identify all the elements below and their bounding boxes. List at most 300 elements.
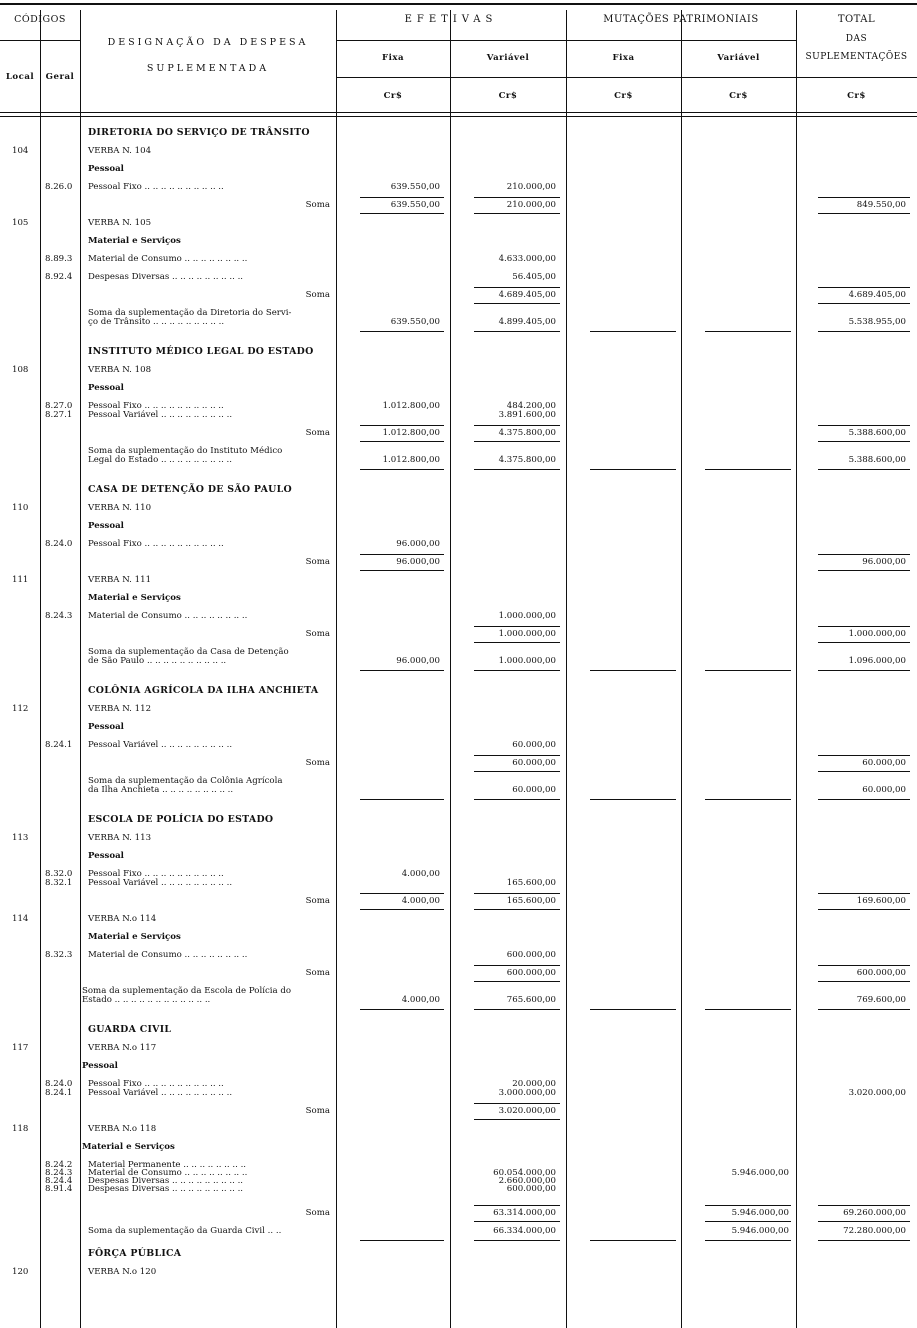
item-description: Pessoal Variável .. .. .. .. .. .. .. .. .. [88,410,233,420]
value-ef-var: 3.020.000,00 [498,1106,556,1116]
item-description: Material de Consumo .. .. .. .. .. .. .. .. [88,254,248,264]
value-ef-var: 600.000,00 [506,968,556,978]
underline-rule [818,213,910,214]
total-header-3: SUPLEMENTAÇÕES [805,52,908,62]
ledger-row [0,628,917,641]
underline-rule [818,1221,910,1222]
underline-rule [818,771,910,772]
ledger-row [0,364,917,377]
soma-label: Soma [305,200,330,210]
value-total: 5.538.955,00 [848,317,906,327]
local-code: 110 [12,503,29,513]
value-ef-fixa: 4.000,00 [401,995,440,1005]
group-heading: Pessoal [88,164,124,174]
value-ef-var: 1.000.000,00 [498,611,556,621]
ledger-row [0,832,917,845]
geral-code: 8.91.4 [45,1184,73,1194]
value-ef-fixa: 639.550,00 [390,317,440,327]
underline-rule [705,469,791,470]
item-description: Pessoal Fixo .. .. .. .. .. .. .. .. .. .. [88,182,224,192]
currency-1: Cr$ [383,91,403,101]
value-ef-var: 60.000,00 [512,785,556,795]
ledger-row [0,1123,917,1136]
value-ef-var: 56.405,00 [512,272,556,282]
local-code: 108 [12,365,29,375]
ledger-row [0,684,917,697]
top-border [0,3,917,5]
geral-code: 8.24.1 [45,1088,73,1098]
codigos-header: CÓDIGOS [14,14,66,25]
ledger-row [0,610,917,623]
ledger-row [0,931,917,944]
ledger-row [0,895,917,908]
value-ef-fixa: 4.000,00 [401,869,440,879]
ledger-row [0,427,917,440]
underline-rule [818,331,910,332]
value-total: 600.000,00 [856,968,906,978]
soma-label: Soma [305,758,330,768]
underline-rule [818,965,910,966]
ledger-row [0,163,917,176]
local-code: 113 [12,833,29,843]
value-ef-fixa: 96.000,00 [396,656,440,666]
ledger-row [0,877,917,890]
value-total: 4.689.405,00 [848,290,906,300]
item-description: Despesas Diversas .. .. .. .. .. .. .. .. .. [88,1176,244,1186]
underline-rule [474,1205,560,1206]
value-ef-var: 165.600,00 [506,896,556,906]
value-ef-var: 20.000,00 [512,1079,556,1089]
value-mp-var: 5.946.000,00 [731,1226,789,1236]
value-ef-fixa: 96.000,00 [396,539,440,549]
underline-rule [590,1009,676,1010]
underline-rule [818,642,910,643]
underline-rule [360,1240,444,1241]
value-ef-fixa: 1.012.800,00 [382,455,440,465]
ledger-row [0,289,917,302]
ledger-row [0,345,917,358]
verba-label: VERBA N.o 118 [88,1124,157,1134]
underline-rule [474,893,560,894]
ledger-row [0,409,917,422]
item-description: Pessoal Fixo .. .. .. .. .. .. .. .. .. .. [88,401,224,411]
total-header-1: TOTAL [837,14,876,25]
designacao-header-line1: DESIGNAÇÃO DA DESPESA [107,37,309,48]
summary-description: Soma da suplementação da Casa de Detenção [88,647,289,657]
underline-rule [818,670,910,671]
summary-description: ço de Trânsito .. .. .. .. .. .. .. .. .. [88,317,225,327]
underline-rule [705,1221,791,1222]
summary-description: de São Paulo .. .. .. .. .. .. .. .. .. .. [88,656,227,666]
summary-description: Estado .. .. .. .. .. .. .. .. .. .. .. .. [82,995,211,1005]
efetivas-header: EFETIVAS [404,14,498,25]
underline-rule [474,670,560,671]
ledger-row [0,967,917,980]
summary-description: da Ilha Anchieta .. .. .. .. .. .. .. .. .. [88,785,234,795]
item-description: Material de Consumo .. .. .. .. .. .. .. .. [88,950,248,960]
group-heading: Material e Serviços [82,1142,175,1152]
geral-code: 8.32.1 [45,878,73,888]
ledger-row [0,592,917,605]
value-total: 72.280.000,00 [843,1226,906,1236]
ledger-row [0,721,917,734]
geral-code: 8.24.4 [45,1176,73,1186]
section-title: GUARDA CIVIL [88,1024,172,1035]
value-ef-var: 4.375.800,00 [498,455,556,465]
ledger-row [0,757,917,770]
value-ef-fixa: 1.012.800,00 [382,428,440,438]
ledger-row [0,574,917,587]
ledger-row [0,502,917,515]
underline-rule [360,570,444,571]
value-ef-var: 63.314.000,00 [493,1208,556,1218]
underline-rule [474,303,560,304]
ledger-row [0,1141,917,1154]
value-ef-var: 600.000,00 [506,950,556,960]
ledger-row [0,784,917,797]
section-title: INSTITUTO MÉDICO LEGAL DO ESTADO [88,346,314,357]
soma-label: Soma [305,428,330,438]
section-title: FÔRÇA PÚBLICA [88,1248,182,1259]
underline-rule [818,755,910,756]
mp-fixa-header: Fixa [612,53,635,63]
underline-rule [818,981,910,982]
value-mp-var: 5.946.000,00 [731,1208,789,1218]
value-ef-var: 4.375.800,00 [498,428,556,438]
summary-description: Soma da suplementação da Colônia Agrícola [88,776,283,786]
group-heading: Pessoal [88,851,124,861]
group-heading: Pessoal [88,383,124,393]
ledger-row [0,454,917,467]
ledger-row [0,1105,917,1118]
value-ef-fixa: 1.012.800,00 [382,401,440,411]
underline-rule [818,909,910,910]
ef-variavel-header: Variável [486,53,530,63]
geral-code: 8.24.2 [45,1160,73,1170]
value-ef-fixa: 639.550,00 [390,182,440,192]
verba-label: VERBA N.o 114 [88,914,157,924]
group-heading: Pessoal [88,722,124,732]
item-description: Material de Consumo .. .. .. .. .. .. .. .. [88,1168,248,1178]
value-total: 3.020.000,00 [848,1088,906,1098]
underline-rule [474,1119,560,1120]
currency-4: Cr$ [729,91,748,101]
underline-rule [818,441,910,442]
currency-2: Cr$ [498,91,518,101]
ledger-row [0,1183,917,1196]
value-ef-var: 600.000,00 [506,1184,556,1194]
value-total: 69.260.000,00 [843,1208,906,1218]
ledger-row [0,850,917,863]
underline-rule [705,1009,791,1010]
value-total: 5.388.600,00 [848,428,906,438]
summary-description: Soma da suplementação da Diretoria do Servi- [88,308,292,318]
underline-rule [818,626,910,627]
currency-3: Cr$ [614,91,633,101]
value-ef-fixa: 4.000,00 [401,896,440,906]
value-total: 769.600,00 [856,995,906,1005]
summary-description: Soma da suplementação da Guarda Civil .. .. [88,1226,282,1236]
item-description: Pessoal Fixo .. .. .. .. .. .. .. .. .. .. [88,1079,224,1089]
ledger-row [0,949,917,962]
value-ef-var: 4.689.405,00 [498,290,556,300]
value-total: 1.096.000,00 [848,656,906,666]
underline-rule [474,626,560,627]
value-ef-var: 484.200,00 [506,401,556,411]
hdr-line-codigos [0,40,80,41]
currency-5: Cr$ [847,91,866,101]
soma-label: Soma [305,968,330,978]
geral-header: Geral [45,72,75,82]
underline-rule [360,213,444,214]
underline-rule [474,771,560,772]
underline-rule [705,799,791,800]
verba-label: VERBA N.o 117 [88,1043,157,1053]
section-title: ESCOLA DE POLÍCIA DO ESTADO [88,814,274,825]
value-ef-var: 2.660.000,00 [498,1176,556,1186]
designacao-header-line2: SUPLEMENTADA [146,63,270,74]
ledger-row [0,483,917,496]
underline-rule [360,469,444,470]
ledger-row [0,1060,917,1073]
underline-rule [818,197,910,198]
ledger-row [0,253,917,266]
ledger-row [0,145,917,158]
geral-code: 8.32.0 [45,869,73,879]
ledger-row [0,813,917,826]
underline-rule [818,1240,910,1241]
local-code: 120 [12,1267,29,1277]
hdr-bottom-2 [0,116,917,117]
underline-rule [818,554,910,555]
geral-code: 8.27.1 [45,410,73,420]
value-total: 849.550,00 [856,200,906,210]
hdr-line-sub [336,77,917,78]
ledger-row [0,739,917,752]
underline-rule [474,965,560,966]
value-ef-var: 4.899.405,00 [498,317,556,327]
value-ef-var: 66.334.000,00 [493,1226,556,1236]
underline-rule [360,893,444,894]
underline-rule [474,425,560,426]
underline-rule [360,331,444,332]
geral-code: 8.92.4 [45,272,73,282]
verba-label: VERBA N. 112 [88,704,152,714]
item-description: Material Permanente .. .. .. .. .. .. .. .. [88,1160,247,1170]
underline-rule [360,425,444,426]
underline-rule [818,469,910,470]
local-code: 117 [12,1043,29,1053]
ledger-row [0,1042,917,1055]
item-description: Material de Consumo .. .. .. .. .. .. .. .. [88,611,248,621]
value-total: 60.000,00 [862,785,906,795]
ledger-row [0,235,917,248]
value-ef-var: 210.000,00 [506,182,556,192]
verba-label: VERBA N. 105 [88,218,152,228]
value-ef-var: 210.000,00 [506,200,556,210]
ef-fixa-header: Fixa [381,53,405,63]
underline-rule [474,197,560,198]
underline-rule [360,1009,444,1010]
total-header-2: DAS [845,34,868,44]
soma-label: Soma [305,896,330,906]
summary-description: Soma da suplementação da Escola de Polícia do [82,986,292,996]
value-ef-var: 765.600,00 [506,995,556,1005]
ledger-row [0,1266,917,1279]
underline-rule [818,893,910,894]
underline-rule [590,799,676,800]
value-ef-var: 60.054.000,00 [493,1168,556,1178]
underline-rule [818,799,910,800]
ledger-row [0,181,917,194]
verba-label: VERBA N. 111 [88,575,152,585]
verba-label: VERBA N. 108 [88,365,152,375]
geral-code: 8.24.1 [45,740,73,750]
underline-rule [474,1103,560,1104]
ledger-row [0,1023,917,1036]
group-heading: Material e Serviços [88,932,181,942]
mp-variavel-header: Variável [717,53,760,63]
underline-rule [474,1221,560,1222]
item-description: Despesas Diversas .. .. .. .. .. .. .. .. .. [88,1184,244,1194]
ledger-row [0,217,917,230]
ledger-row [0,316,917,329]
value-ef-var: 60.000,00 [512,740,556,750]
underline-rule [818,1009,910,1010]
value-ef-var: 3.000.000,00 [498,1088,556,1098]
ledger-row [0,520,917,533]
underline-rule [360,670,444,671]
summary-description: Legal do Estado .. .. .. .. .. .. .. .. .. [88,455,232,465]
item-description: Despesas Diversas .. .. .. .. .. .. .. .. .. [88,272,244,282]
geral-code: 8.27.0 [45,401,73,411]
group-heading: Material e Serviços [88,593,181,603]
underline-rule [474,799,560,800]
value-total: 60.000,00 [862,758,906,768]
ledger-row [0,1087,917,1100]
underline-rule [474,1240,560,1241]
underline-rule [474,909,560,910]
hdr-bottom-1 [0,112,917,113]
section-title: DIRETORIA DO SERVIÇO DE TRÂNSITO [88,127,310,138]
underline-rule [590,670,676,671]
ledger-row [0,556,917,569]
verba-label: VERBA N. 104 [88,146,152,156]
ledger-row [0,1225,917,1238]
underline-rule [360,799,444,800]
geral-code: 8.32.3 [45,950,73,960]
ledger-row [0,271,917,284]
value-ef-fixa: 639.550,00 [390,200,440,210]
underline-rule [705,1205,791,1206]
item-description: Pessoal Variável .. .. .. .. .. .. .. .. .. [88,1088,233,1098]
underline-rule [590,331,676,332]
local-code: 111 [12,575,29,585]
underline-rule [818,425,910,426]
value-total: 96.000,00 [862,557,906,567]
verba-label: VERBA N. 110 [88,503,152,513]
verba-label: VERBA N.o 120 [88,1267,157,1277]
ledger-row [0,126,917,139]
summary-description: Soma da suplementação do Instituto Médico [88,446,283,456]
ledger-row [0,1247,917,1260]
underline-rule [818,570,910,571]
ledger-row [0,538,917,551]
underline-rule [590,469,676,470]
item-description: Pessoal Variável .. .. .. .. .. .. .. .. .. [88,878,233,888]
value-total: 5.388.600,00 [848,455,906,465]
soma-label: Soma [305,1208,330,1218]
soma-label: Soma [305,290,330,300]
local-code: 114 [12,914,29,924]
item-description: Pessoal Fixo .. .. .. .. .. .. .. .. .. .. [88,869,224,879]
value-ef-var: 165.600,00 [506,878,556,888]
soma-label: Soma [305,557,330,567]
ledger-row [0,199,917,212]
group-heading: Pessoal [88,521,124,531]
underline-rule [705,331,791,332]
value-mp-var: 5.946.000,00 [731,1168,789,1178]
underline-rule [474,213,560,214]
ledger-row [0,703,917,716]
ledger-row [0,994,917,1007]
underline-rule [705,1240,791,1241]
geral-code: 8.24.3 [45,1168,73,1178]
value-ef-var: 60.000,00 [512,758,556,768]
section-title: CASA DE DETENÇÃO DE SÃO PAULO [88,484,293,495]
group-heading: Pessoal [82,1061,118,1071]
ledger-row [0,655,917,668]
item-description: Pessoal Fixo .. .. .. .. .. .. .. .. .. .. [88,539,224,549]
local-code: 112 [12,704,29,714]
ledger-row [0,382,917,395]
local-code: 105 [12,218,29,228]
underline-rule [360,909,444,910]
local-code: 104 [12,146,29,156]
underline-rule [360,197,444,198]
soma-label: Soma [305,629,330,639]
geral-code: 8.26.0 [45,182,73,192]
value-total: 169.600,00 [856,896,906,906]
underline-rule [360,554,444,555]
group-heading: Material e Serviços [88,236,181,246]
ledger-row [0,913,917,926]
value-total: 1.000.000,00 [848,629,906,639]
value-ef-fixa: 96.000,00 [396,557,440,567]
geral-code: 8.24.3 [45,611,73,621]
underline-rule [818,1205,910,1206]
value-ef-var: 1.000.000,00 [498,629,556,639]
underline-rule [474,981,560,982]
underline-rule [590,1240,676,1241]
underline-rule [818,303,910,304]
underline-rule [474,1009,560,1010]
value-ef-var: 4.633.000,00 [498,254,556,264]
geral-code: 8.24.0 [45,1079,73,1089]
underline-rule [474,642,560,643]
value-ef-var: 3.891.600,00 [498,410,556,420]
local-code: 118 [12,1124,29,1134]
item-description: Pessoal Variável .. .. .. .. .. .. .. .. .. [88,740,233,750]
hdr-line-groups [336,40,796,41]
geral-code: 8.24.0 [45,539,73,549]
section-title: COLÔNIA AGRÍCOLA DA ILHA ANCHIETA [88,685,319,696]
soma-label: Soma [305,1106,330,1116]
underline-rule [474,441,560,442]
underline-rule [474,287,560,288]
underline-rule [818,287,910,288]
mutacoes-header: MUTAÇÕES PATRIMONIAIS [603,14,759,25]
